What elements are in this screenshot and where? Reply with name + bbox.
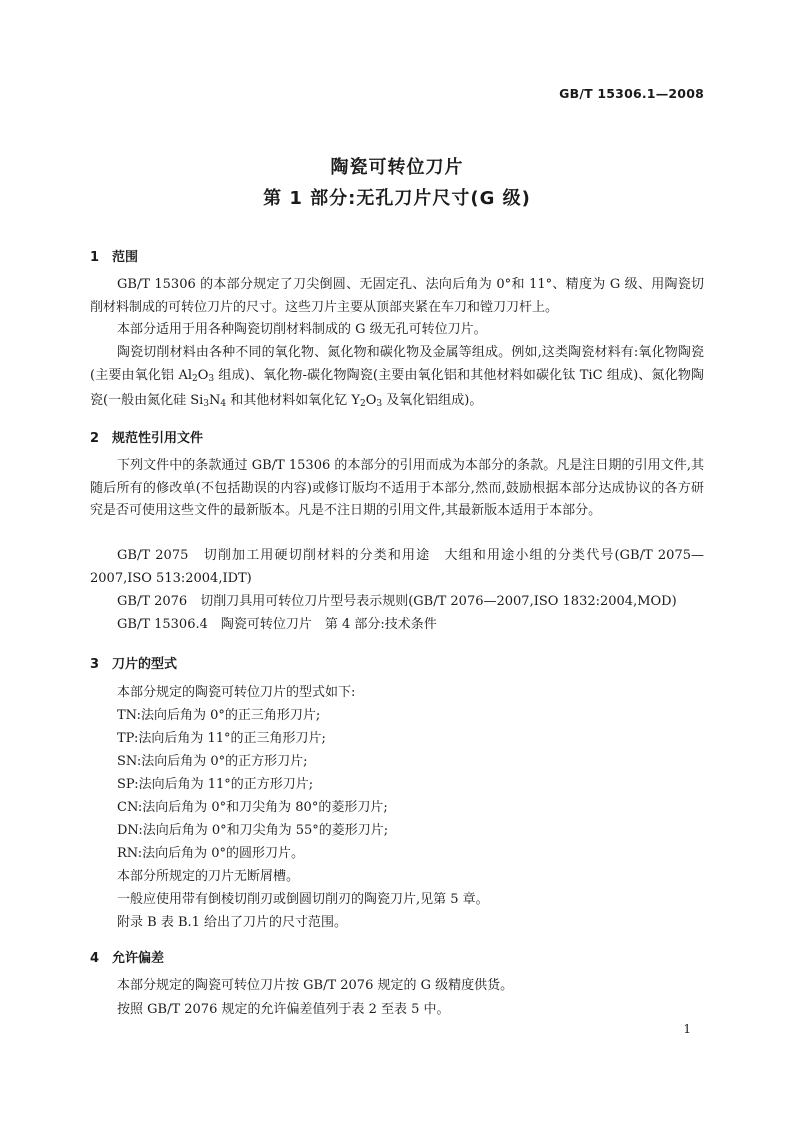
section-title: 规范性引用文件 [112,431,204,446]
tolerance-line: 本部分规定的陶瓷可转位刀片按 GB/T 2076 规定的 G 级精度供货。 [117,978,514,993]
insert-type-line: SP:法向后角为 11°的正方形刀片; [117,777,314,792]
page-number: 1 [683,1022,691,1036]
section-title: 范围 [112,250,139,265]
section-1-paragraph-3: 陶瓷切削材料由各种不同的氧化物、氮化物和碳化物及金属等组成。例如,这类陶瓷材料有:氧化物陶瓷(主要由氧化铝 $Al_2O_3$ 组成)、氧化物-碳化物陶瓷(主要由氧化铝和其他材料如碳化钛 TiC 组成)、氮化物陶瓷(一般由氮化硅 $Si_3N_4$ 和其他材料如氧化钇 $Y_2O_3$ 及氧化铝组成)。 [90,345,704,410]
tolerance-line: 按照 GB/T 2076 规定的允许偏差值列于表 2 至表 5 中。 [117,1002,450,1017]
section-number: 4 [90,951,100,966]
section-2-paragraph-1: 下列文件中的条款通过 GB/T 15306 的本部分的引用而成为本部分的条款。凡是注日期的引用文件,其随后所有的修改单(不包括勘误的内容)或修订版均不适用于本部分,然而,鼓励根据本部分达成协议的各方研究是否可使用这些文件的最新版本。凡是不注日期的引用文件,其最新版本适用于本部分。 [90,458,704,519]
insert-type-line: CN:法向后角为 0°和刀尖角为 80°的菱形刀片; [117,800,388,815]
section-number: 3 [90,657,100,672]
section-3-heading [90,653,177,672]
insert-type-line: RN:法向后角为 0°的圆形刀片。 [117,846,304,861]
insert-type-line: TN:法向后角为 0°的正三角形刀片; [117,708,321,723]
insert-type-line: 附录 B 表 B.1 给出了刀片的尺寸范围。 [117,915,348,930]
section-title: 允许偏差 [112,951,165,966]
section-title: 刀片的型式 [112,657,178,672]
insert-type-line: 一般应使用带有倒棱切削刃或倒圆切削刃的陶瓷刀片,见第 5 章。 [117,892,489,907]
normative-reference-1: GB/T 2075 切削加工用硬切削材料的分类和用途 大组和用途小组的分类代号(GB/T 2075—2007,ISO 513:2004,IDT) [90,548,704,586]
section-2-heading [90,427,203,446]
insert-type-line: 本部分规定的陶瓷可转位刀片的型式如下: [117,685,356,700]
normative-reference-2: GB/T 2076 切削刀具用可转位刀片型号表示规则(GB/T 2076—2007,ISO 1832:2004,MOD) [117,594,677,609]
insert-type-line: 本部分所规定的刀片无断屑槽。 [117,869,300,884]
section-number: 2 [90,431,100,446]
section-1-paragraph-2: 本部分适用于用各种陶瓷切削材料制成的 G 级无孔可转位刀片。 [117,322,487,337]
normative-reference-3: GB/T 15306.4 陶瓷可转位刀片 第 4 部分:技术条件 [117,617,437,632]
insert-type-line: TP:法向后角为 11°的正三角形刀片; [117,731,326,746]
section-number: 1 [90,250,100,265]
insert-type-line: SN:法向后角为 0°的正方形刀片; [117,754,308,769]
section-1-paragraph-1: GB/T 15306 的本部分规定了刀尖倒圆、无固定孔、法向后角为 0°和 11°、精度为 G 级、用陶瓷切削材料制成的可转位刀片的尺寸。这些刀片主要从顶部夹紧在车刀和镗刀刀杆上。 [90,277,704,315]
document-subtitle: 第 1 部分:无孔刀片尺寸(G 级) [263,188,531,209]
insert-type-line: DN:法向后角为 0°和刀尖角为 55°的菱形刀片; [117,823,389,838]
standard-code: GB/T 15306.1—2008 [559,86,704,101]
section-1-heading [90,246,138,265]
document-title: 陶瓷可转位刀片 [330,157,464,178]
section-4-heading [90,947,164,966]
